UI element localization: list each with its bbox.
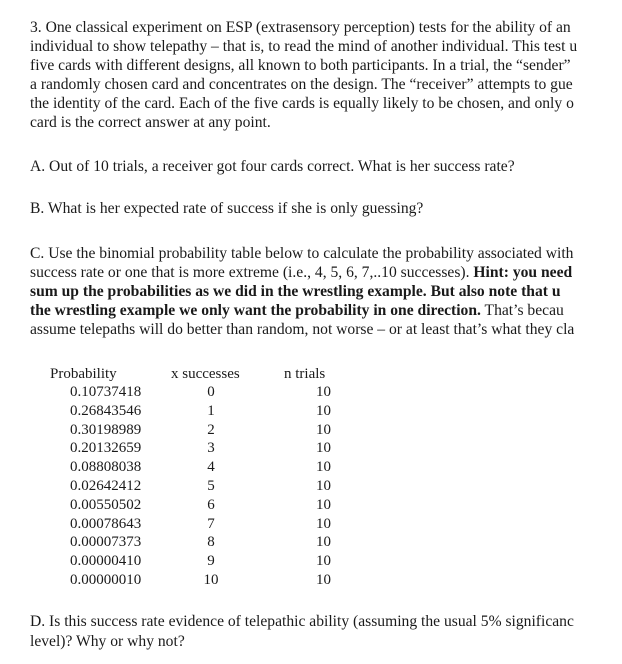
table-cell-successes: 5 bbox=[207, 478, 215, 494]
table-cell-probability: 0.00007373 bbox=[70, 534, 142, 551]
part-c-line-4-text: That’s becau bbox=[480, 302, 564, 319]
table-cell-successes: 1 bbox=[207, 402, 215, 419]
table-cell-probability: 0.30198989 bbox=[70, 421, 142, 438]
table-cell-trials: 10 bbox=[316, 440, 331, 457]
q3-line-6: card is the correct answer at any point. bbox=[30, 114, 271, 131]
table-cell-probability: 0.00550502 bbox=[70, 496, 142, 513]
part-c-line-5: assume telepaths will do better than random, not worse – or at least that’s what they cla bbox=[30, 321, 575, 338]
part-c-line-1: C. Use the binomial probability table below to calculate the probability associated with bbox=[30, 245, 574, 262]
table-cell-trials: 10 bbox=[316, 534, 331, 551]
table-cell-trials: 10 bbox=[316, 402, 331, 419]
part-c-line-4 bbox=[30, 301, 564, 321]
part-c-line-3: sum up the probabilities as we did in the wrestling example. But also note that u bbox=[30, 283, 561, 300]
table-cell-successes: 6 bbox=[207, 496, 215, 513]
table-cell-successes: 9 bbox=[207, 553, 215, 570]
table-cell-trials: 10 bbox=[316, 553, 331, 570]
table-cell-successes: 4 bbox=[207, 459, 215, 476]
table-cell-successes: 10 bbox=[203, 572, 219, 588]
table-cell-probability: 0.00000410 bbox=[70, 553, 142, 570]
table-cell-probability: 0.00000010 bbox=[70, 572, 142, 588]
table-cell-successes: 2 bbox=[207, 421, 215, 438]
part-d-line-2: level)? Why or why not? bbox=[30, 633, 185, 650]
table-header-trials: n trials bbox=[284, 366, 326, 382]
table-cell-probability: 0.08808038 bbox=[70, 459, 142, 476]
table-header-successes: x successes bbox=[171, 366, 240, 382]
part-d-line-1: D. Is this success rate evidence of telepathic ability (assuming the usual 5% significanc bbox=[30, 613, 574, 630]
part-c-line-2 bbox=[30, 263, 572, 283]
table-cell-trials: 10 bbox=[316, 459, 331, 476]
table-cell-trials: 10 bbox=[316, 478, 331, 494]
table-cell-trials: 10 bbox=[316, 496, 331, 513]
q3-line-4: a randomly chosen card and concentrates on the design. The “receiver” attempts to gue bbox=[30, 76, 573, 93]
part-c-line-4-bold: the wrestling example we only want the probability in one direction. bbox=[30, 302, 481, 319]
table-cell-trials: 10 bbox=[316, 384, 331, 400]
table-cell-probability: 0.10737418 bbox=[70, 384, 142, 400]
table-cell-probability: 0.00078643 bbox=[70, 515, 142, 532]
table-header-probability: Probability bbox=[50, 366, 117, 382]
q3-line-3: five cards with different designs, all known to both participants. In a trial, the “sender” bbox=[30, 57, 571, 74]
q3-line-2: individual to show telepathy – that is, to read the mind of another individual. This test u bbox=[30, 38, 578, 55]
table-cell-probability: 0.20132659 bbox=[70, 440, 142, 457]
table-cell-probability: 0.26843546 bbox=[70, 402, 142, 419]
table-cell-trials: 10 bbox=[316, 515, 331, 532]
q3-line-1: 3. One classical experiment on ESP (extrasensory perception) tests for the ability of an bbox=[30, 19, 571, 36]
table-cell-probability: 0.02642412 bbox=[70, 478, 142, 494]
part-a-question: A. Out of 10 trials, a receiver got four cards correct. What is her success rate? bbox=[30, 158, 515, 175]
table-cell-successes: 8 bbox=[207, 534, 215, 551]
part-b-question: B. What is her expected rate of success if she is only guessing? bbox=[30, 200, 424, 217]
table-cell-successes: 7 bbox=[207, 515, 215, 532]
table-cell-trials: 10 bbox=[316, 572, 331, 588]
table-cell-successes: 0 bbox=[207, 384, 215, 400]
table-cell-trials: 10 bbox=[316, 421, 331, 438]
part-c-line-2-text: success rate or one that is more extreme (i.e., 4, 5, 6, 7,..10 successes). bbox=[30, 264, 474, 281]
table-cell-successes: 3 bbox=[207, 440, 215, 457]
q3-line-5: the identity of the card. Each of the five cards is equally likely to be chosen, and only o bbox=[30, 95, 574, 112]
part-c-hint: Hint: you need bbox=[473, 264, 573, 281]
